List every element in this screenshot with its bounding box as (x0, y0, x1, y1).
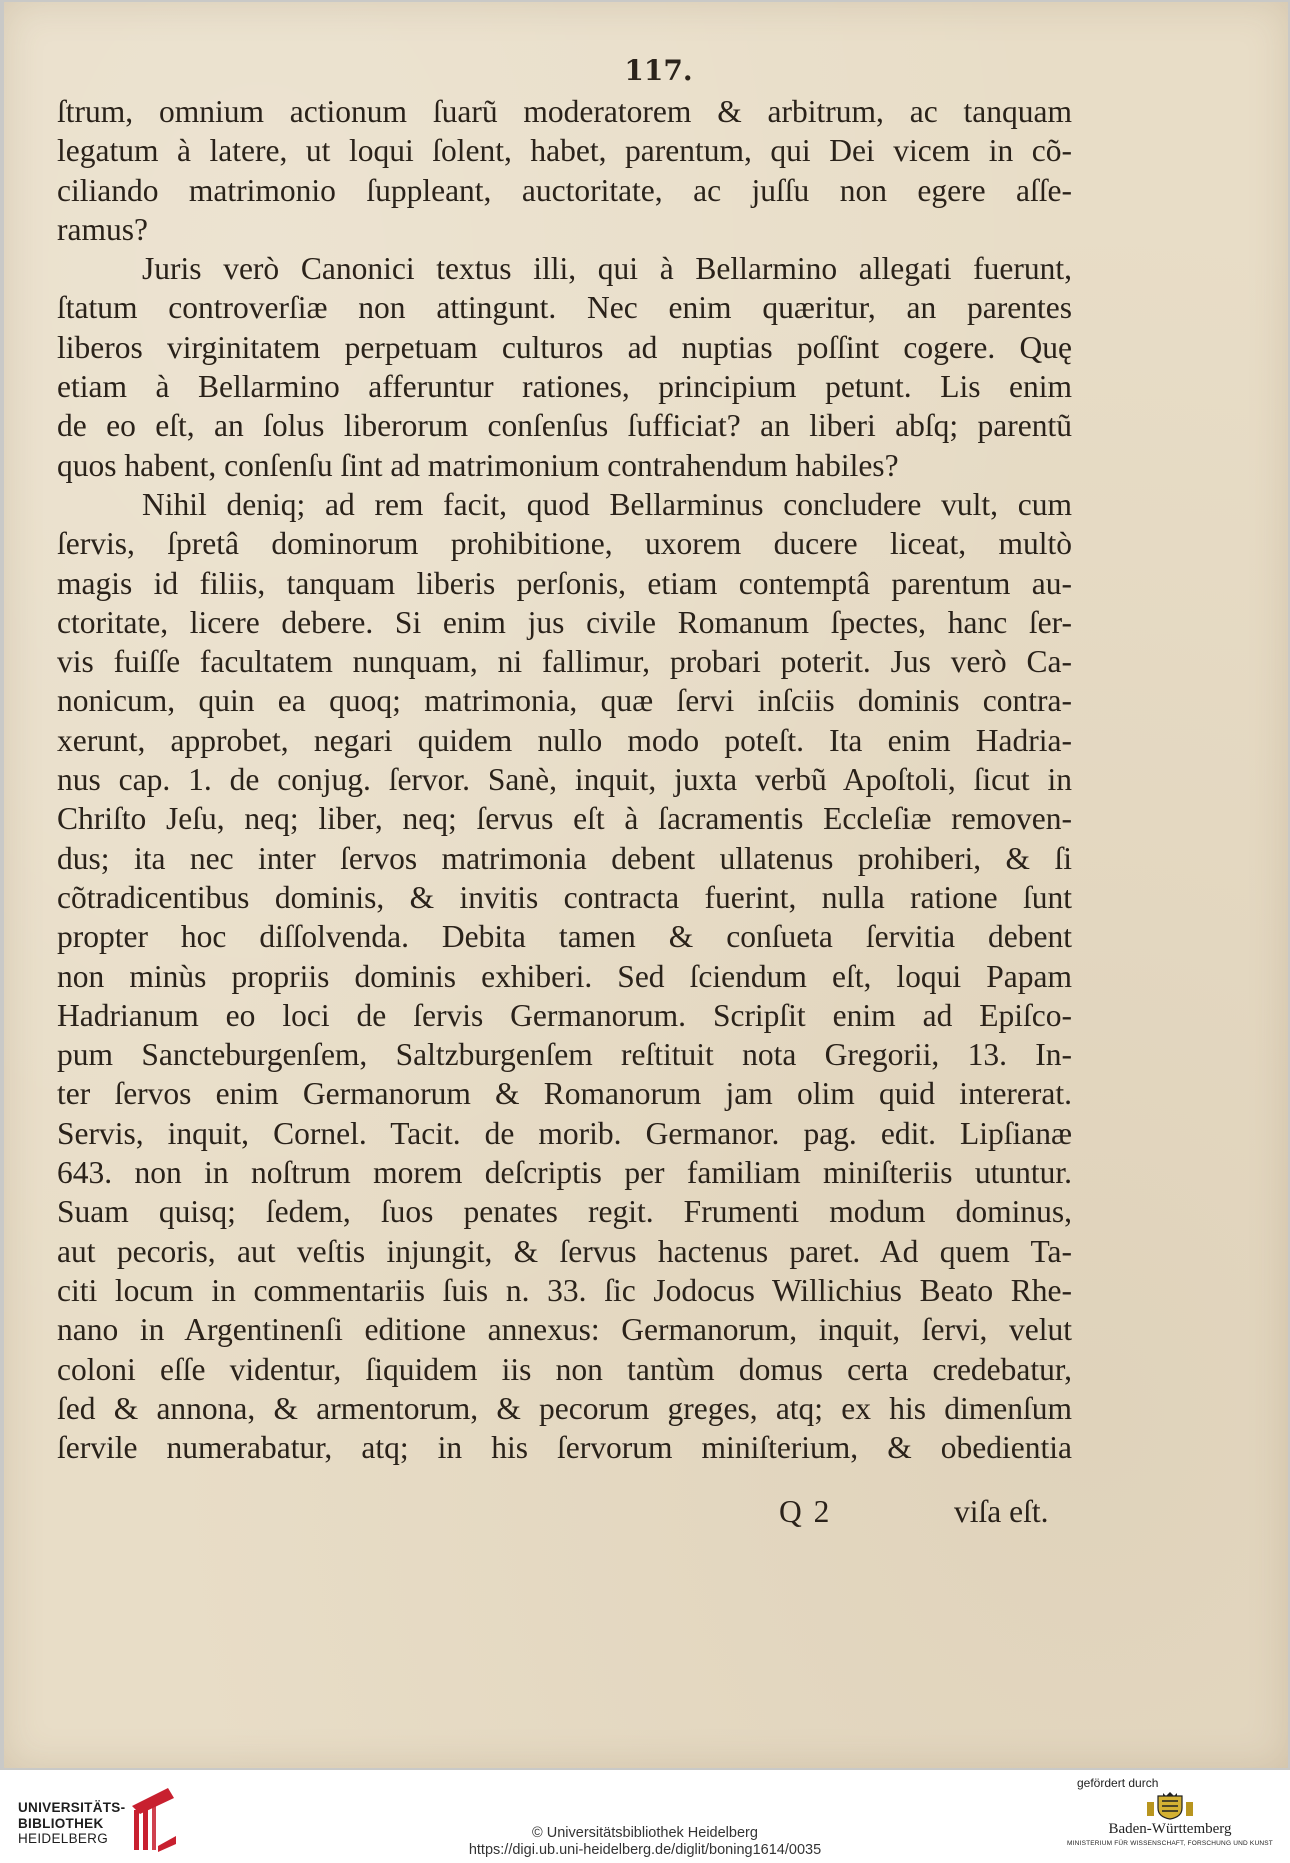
text-line: vis fuiſſe facultatem nunquam, ni fallimur, probari poterit. Jus verò Ca- (57, 644, 1072, 680)
text-line: Nihil deniq; ad rem facit, quod Bellarminus concludere vult, cum (142, 486, 1072, 522)
text-line: nonicum, quin ea quoq; matrimonia, quæ ſervi inſciis dominis contra- (57, 683, 1072, 719)
text-line: quos habent, conſenſu ſint ad matrimonium contrahendum habiles? (57, 447, 899, 483)
funder-ministry: MINISTERIUM FÜR WISSENSCHAFT, FORSCHUNG UND KUNST (1067, 1840, 1273, 1847)
text-line: ſtrum, omnium actionum ſuarũ moderatorem & arbitrum, ac tanquam (57, 94, 1072, 129)
text-line: legatum à latere, ut loqui ſolent, habet, parentum, qui Dei vicem in cõ- (57, 133, 1072, 169)
coat-of-arms-icon (1145, 1792, 1195, 1820)
permalink[interactable]: https://digi.ub.uni-heidelberg.de/diglit/boning1614/0035 (468, 1842, 822, 1858)
text-line: ter ſervos enim Germanorum & Romanorum jam olim quid intererat. (57, 1076, 1072, 1112)
text-line: ſervile numerabatur, atq; in his ſervorum miniſterium, & obedientia (57, 1430, 1072, 1466)
funding-label: gefördert durch (1077, 1776, 1159, 1790)
text-line: nano in Argentinenſi editione annexus: Germanorum, inquit, ſervi, velut (57, 1312, 1072, 1348)
text-line: ſervis, ſpretâ dominorum prohibitione, uxorem ducere liceat, multò (57, 526, 1072, 562)
signature-mark: Q 2 (779, 1494, 832, 1529)
funding-block (1060, 1776, 1280, 1847)
text-line: de eo eſt, an ſolus liberorum conſenſus ſufficiat? an liberi abſq; parentũ (57, 408, 1072, 444)
footer (0, 1770, 1290, 1863)
text-line: pum Sancteburgenſem, Saltzburgenſem reſtituit nota Gregorii, 13. In- (57, 1037, 1072, 1073)
funder-name: Baden-Württemberg (1108, 1821, 1232, 1837)
text-line: xerunt, approbet, negari quidem nullo modo poteſt. Ita enim Hadria- (57, 722, 1072, 758)
text-line: ramus? (57, 211, 148, 247)
text-line: dus; ita nec inter ſervos matrimonia debent ullatenus prohiberi, & ſi (57, 840, 1072, 876)
text-line: ctoritate, licere debere. Si enim jus civile Romanum ſpectes, hanc ſer- (57, 604, 1072, 640)
text-line: Hadrianum eo loci de ſervis Germanorum. Scripſit enim ad Epiſco- (57, 997, 1072, 1033)
signature-line (4, 1494, 1288, 1534)
text-line: ſed & annona, & armentorum, & pecorum greges, atq; ex his dimenſum (57, 1390, 1072, 1426)
text-line: non minùs propriis dominis exhiberi. Sed ſciendum eſt, loqui Papam (57, 958, 1072, 994)
text-line: citi locum in commentariis ſuis n. 33. ſic Jodocus Willichius Beato Rhe- (57, 1272, 1072, 1308)
text-line: Chriſto Jeſu, neq; liber, neq; ſervus eſt à ſacramentis Eccleſiæ removen- (57, 801, 1072, 837)
text-line: 643. non in noſtrum morem deſcriptis per familiam miniſteriis utuntur. (57, 1155, 1072, 1191)
text-line: cõtradicentibus dominis, & invitis contracta fuerint, nulla ratione ſunt (57, 879, 1072, 915)
text-line: propter hoc diſſolvenda. Debita tamen & conſueta ſervitia debent (57, 919, 1072, 955)
text-line: liberos virginitatem perpetuam culturos ad nuptias poſſint cogere. Quę (57, 329, 1072, 365)
library-name[interactable]: UNIVERSITÄTS- BIBLIOTHEK HEIDELBERG (18, 1800, 126, 1846)
text-line: Suam quisq; ſedem, ſuos penates regit. Frumenti modum dominus, (57, 1194, 1072, 1230)
text-line: ciliando matrimonio ſuppleant, auctoritate, ac juſſu non egere aſſe- (57, 172, 1072, 208)
text-block (57, 92, 1072, 1467)
book-page (4, 2, 1288, 1768)
page-number: 117. (624, 54, 693, 87)
catchword: viſa eſt. (954, 1494, 1049, 1529)
text-line: etiam à Bellarmino afferuntur rationes, principium petunt. Lis enim (57, 369, 1072, 405)
text-line: Juris verò Canonici textus illi, qui à Bellarmino allegati fuerunt, (142, 251, 1072, 287)
text-line: magis id filiis, tanquam liberis perſonis, etiam contemptâ parentum au- (57, 565, 1072, 601)
text-line: coloni eſſe videntur, ſiquidem iis non tantùm domus certa credebatur, (57, 1351, 1072, 1387)
text-line: aut pecoris, aut veſtis injungit, & ſervus hactenus paret. Ad quem Ta- (57, 1233, 1072, 1269)
text-line: ſtatum controverſiæ non attingunt. Nec enim quæritur, an parentes (57, 290, 1072, 326)
text-line: nus cap. 1. de conjug. ſervor. Sanè, inquit, juxta verbũ Apoſtoli, ſicut in (57, 762, 1072, 798)
copyright-text: © Universitätsbibliothek Heidelberg (532, 1825, 758, 1841)
text-line: Servis, inquit, Cornel. Tacit. de morib. Germanor. pag. edit. Lipſianæ (57, 1115, 1072, 1151)
